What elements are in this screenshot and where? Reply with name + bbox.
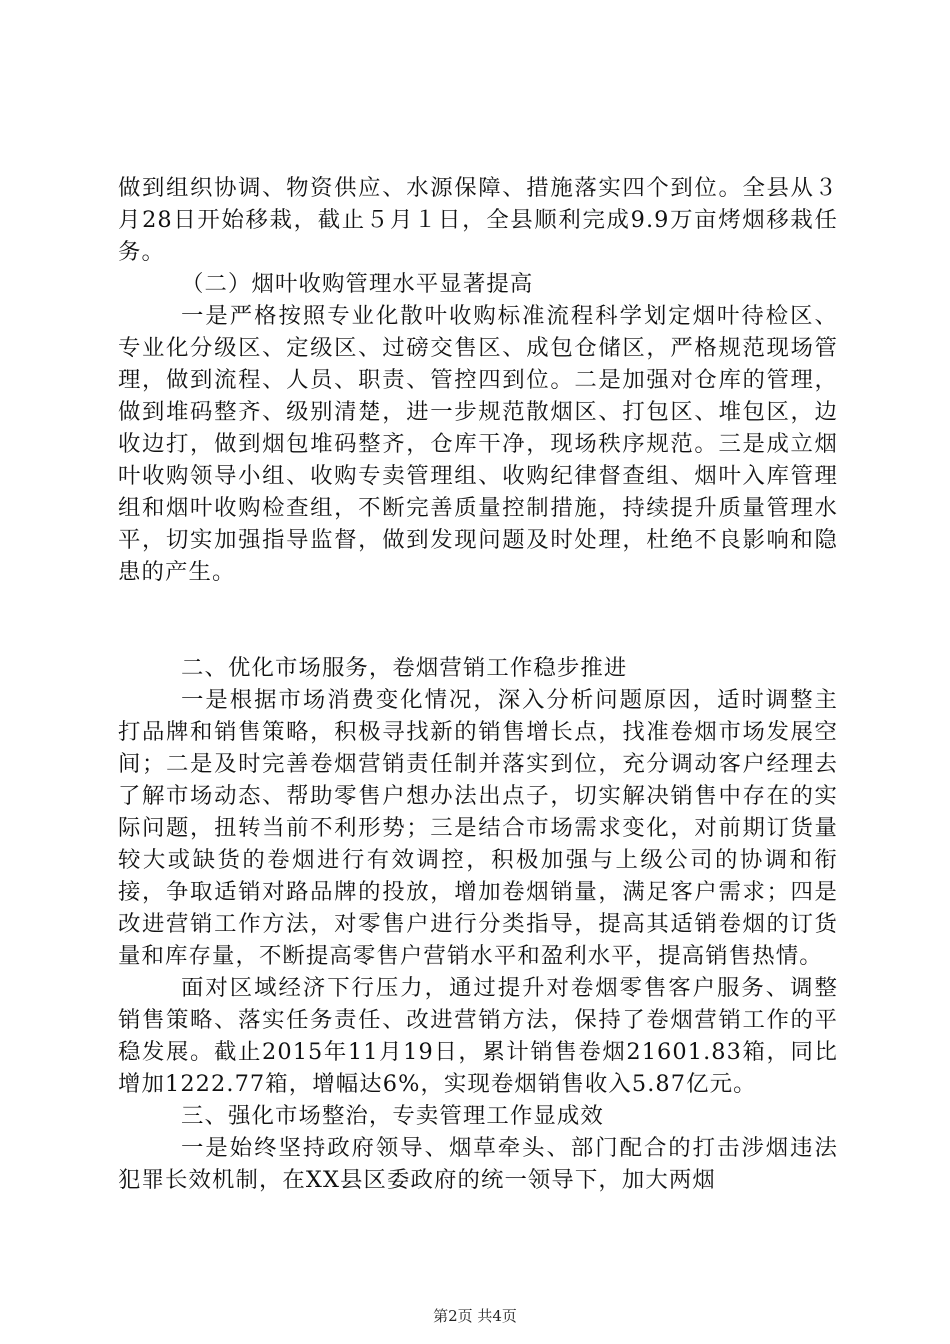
heading-market-service: 二、优化市场服务，卷烟营销工作稳步推进 — [181, 655, 628, 681]
paragraph-enforcement: 一是始终坚持政府领导、烟草牵头、部门配合的打击涉烟违法犯罪长效机制，在XX县区委政府的统一领导下，加大两烟 — [118, 1135, 838, 1193]
paragraph-sales-results: 面对区域经济下行压力，通过提升对卷烟零售客户服务、调整销售策略、落实任务责任、改进营销方法，保持了卷烟营销工作的平稳发展。截止2015年11月19日，累计销售卷烟21601.83箱，同比增加1222.77箱，增幅达6%，实现卷烟销售收入5.87亿元。 — [118, 975, 838, 1097]
paragraph-continuation: 做到组织协调、物资供应、水源保障、措施落实四个到位。全县从３月28日开始移栽，截止５月１日，全县顺利完成9.9万亩烤烟移栽任务。 — [118, 175, 838, 265]
page-number-footer: 第2页 共4页 — [433, 1307, 517, 1325]
document-body — [118, 172, 838, 1196]
paragraph-marketing-measures: 一是根据市场消费变化情况，深入分析问题原因，适时调整主打品牌和销售策略，积极寻找新的销售增长点，找准卷烟市场发展空间；二是及时完善卷烟营销责任制并落实到位，充分调动客户经理去了解市场动态、帮助零售户想办法出点子，切实解决销售中存在的实际问题，扭转当前不利形势；三是结合市场需求变化，对前期订货量较大或缺货的卷烟进行有效调控，积极加强与上级公司的协调和衔接，争取适销对路品牌的投放，增加卷烟销量，满足客户需求；四是改进营销工作方法，对零售户进行分类指导，提高其适销卷烟的订货量和库存量，不断提高零售户营销水平和盈利水平，提高销售热情。 — [118, 687, 838, 969]
paragraph-purchase-management: 一是严格按照专业化散叶收购标准流程科学划定烟叶待检区、专业化分级区、定级区、过磅交售区、成包仓储区，严格规范现场管理，做到流程、人员、职责、管控四到位。二是加强对仓库的管理，做到堆码整齐、级别清楚，进一步规范散烟区、打包区、堆包区，边收边打，做到烟包堆码整齐，仓库干净，现场秩序规范。三是成立烟叶收购领导小组、收购专卖管理组、收购纪律督查组、烟叶入库管理组和烟叶收购检查组，不断完善质量控制措施，持续提升质量管理水平，切实加强指导监督，做到发现问题及时处理，杜绝不良影响和隐患的产生。 — [118, 303, 838, 585]
subheading-tobacco-purchase: （二）烟叶收购管理水平显著提高 — [181, 271, 534, 297]
paragraph-gap — [118, 588, 838, 652]
heading-market-regulation: 三、强化市场整治，专卖管理工作显成效 — [181, 1103, 604, 1129]
